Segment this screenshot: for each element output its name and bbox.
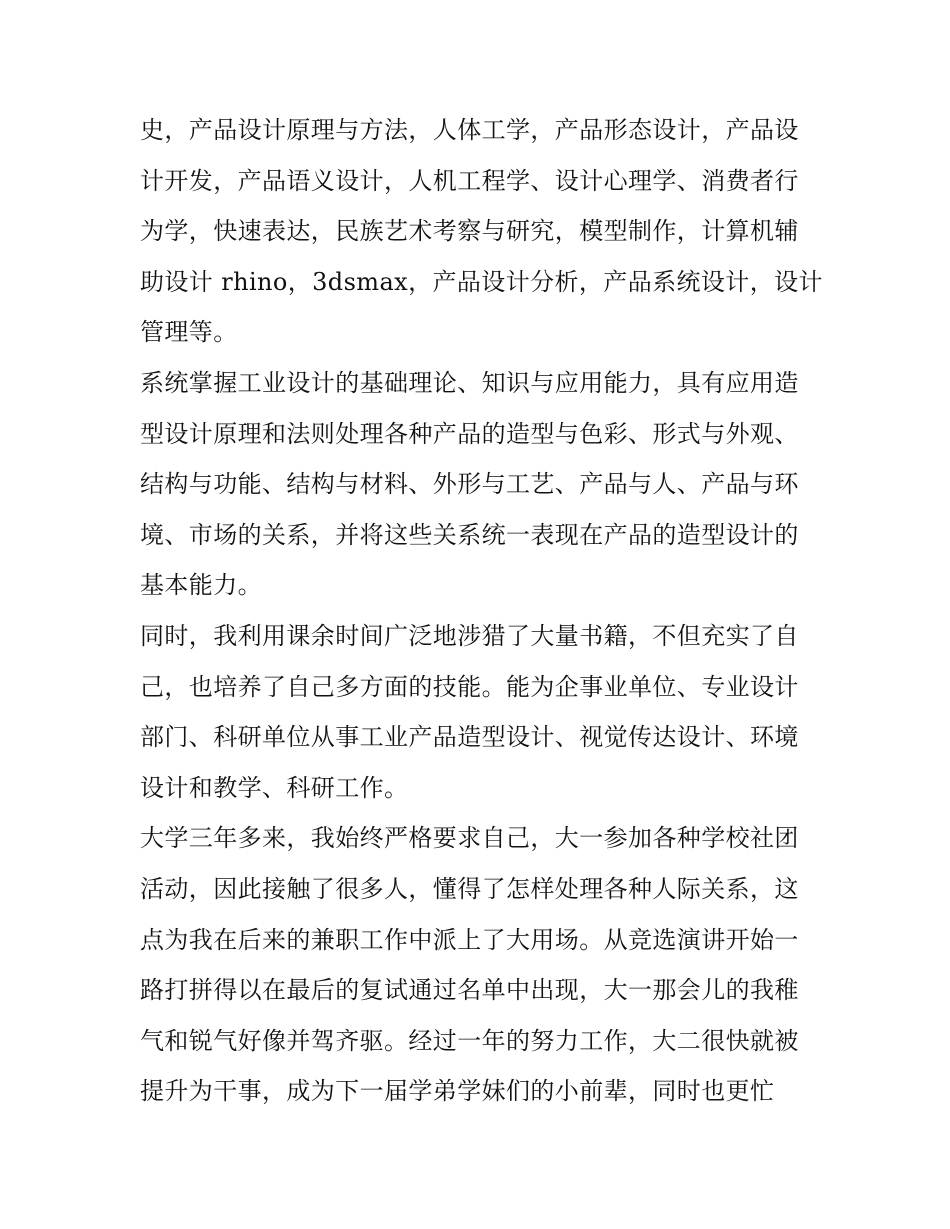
text-line: 为学，快速表达，民族艺术考察与研究，模型制作，计算机辅 bbox=[140, 217, 799, 246]
document-page bbox=[140, 105, 823, 1117]
text-line: 境、市场的关系，并将这些关系统一表现在产品的造型设计的 bbox=[140, 520, 799, 549]
text-line: 大学三年多来，我始终严格要求自己，大一参加各种学校社团 bbox=[140, 824, 799, 853]
text-line: 提升为干事，成为下一届学弟学妹们的小前辈，同时也更忙 bbox=[140, 1077, 775, 1106]
text-line: 助设计 rhino，3dsmax，产品设计分析，产品系统设计，设计 bbox=[140, 267, 823, 296]
text-line: 计开发，产品语义设计，人机工程学、设计心理学、消费者行 bbox=[140, 166, 799, 195]
paragraph-college-experience bbox=[140, 813, 812, 1117]
text-line: 路打拼得以在最后的复试通过名单中出现，大一那会儿的我稚 bbox=[140, 976, 799, 1005]
text-line: 管理等。 bbox=[140, 318, 238, 347]
text-line: 史，产品设计原理与方法，人体工学，产品形态设计，产品设 bbox=[140, 116, 799, 144]
text-line: 基本能力。 bbox=[140, 571, 262, 600]
text-line: 型设计原理和法则处理各种产品的造型与色彩、形式与外观、 bbox=[140, 419, 799, 448]
text-line: 活动，因此接触了很多人，懂得了怎样处理各种人际关系，这 bbox=[140, 874, 799, 903]
text-line: 设计和教学、科研工作。 bbox=[140, 773, 409, 802]
text-line: 同时，我利用课余时间广泛地涉猎了大量书籍，不但充实了自 bbox=[140, 621, 799, 650]
text-line: 己，也培养了自己多方面的技能。能为企事业单位、专业设计 bbox=[140, 672, 799, 701]
paragraph-self-study bbox=[140, 611, 812, 813]
text-line: 气和锐气好像并驾齐驱。经过一年的努力工作，大二很快就被 bbox=[140, 1026, 799, 1055]
text-line: 系统掌握工业设计的基础理论、知识与应用能力，具有应用造 bbox=[140, 368, 799, 397]
text-line: 结构与功能、结构与材料、外形与工艺、产品与人、产品与环 bbox=[140, 470, 799, 499]
paragraph-abilities bbox=[140, 358, 812, 611]
paragraph-courses bbox=[140, 105, 823, 358]
text-line: 部门、科研单位从事工业产品造型设计、视觉传达设计、环境 bbox=[140, 723, 799, 752]
text-line: 点为我在后来的兼职工作中派上了大用场。从竞选演讲开始一 bbox=[140, 925, 799, 954]
